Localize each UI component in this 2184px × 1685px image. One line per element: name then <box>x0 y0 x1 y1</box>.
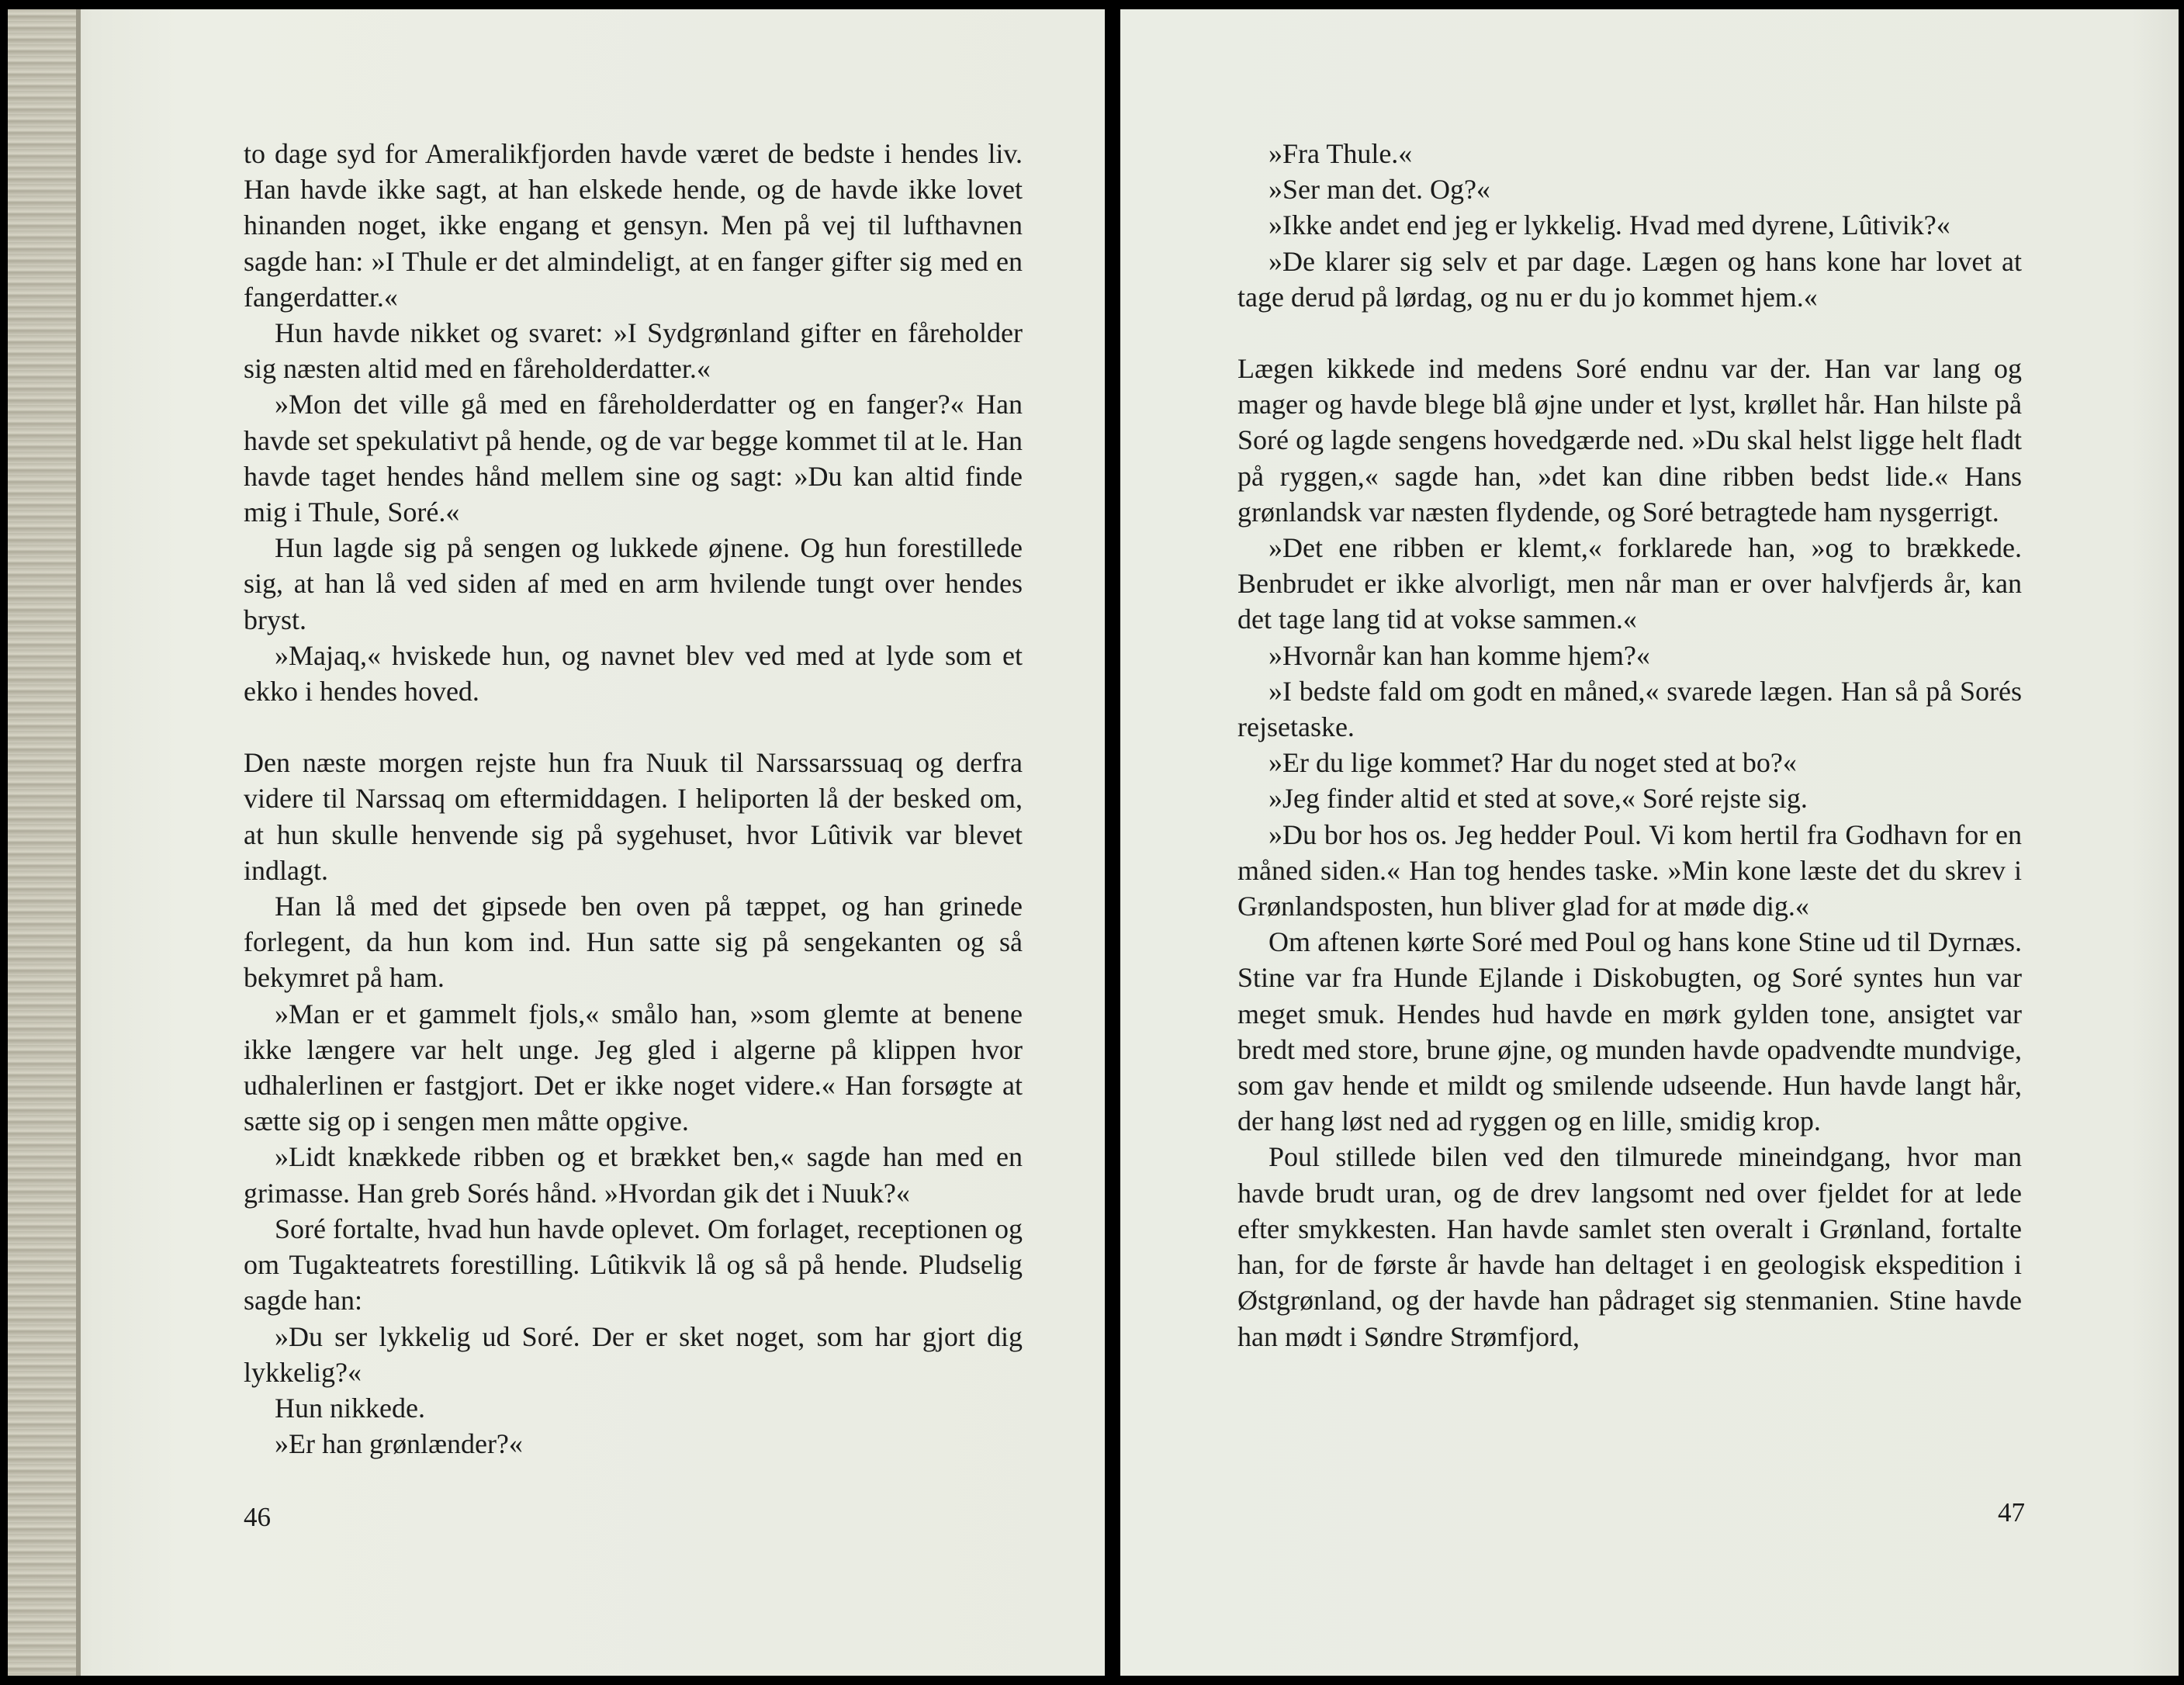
paragraph: »Er du lige kommet? Har du noget sted at bo?« <box>1269 747 1797 779</box>
paragraph: Lægen kikkede ind medens Soré endnu var der. Han var lang og mager og havde blege blå øjne under et lyst, krøllet hår. Han hilste på Soré og lagde sengens hovedgærde ned. »Du skal helst ligge helt fladt på ryggen,« sagde han, »det kan dine ribben bedst lide.« Hans grønlandsk var næsten flydende, og Soré betragtede ham nysgerrigt. <box>1237 353 2022 528</box>
right-page <box>1120 9 2179 1676</box>
paragraph: Den næste morgen rejste hun fra Nuuk til Narssarssuaq og derfra videre til Narssaq om eftermiddagen. I heliporten lå der besked om, at hun skulle henvende sig på sygehuset, hvor Lûtivik var blevet indlagt. <box>244 747 1023 886</box>
paragraph: »Ser man det. Og?« <box>1269 174 1490 206</box>
paragraph: Poul stillede bilen ved den tilmurede mineindgang, hvor man havde brudt uran, og de drev langsomt ned over fjeldet for at lede efter smykkesten. Han havde samlet sten overalt i Grønland, fortalte han, for de første år havde han deltaget i en geologisk ekspedition i Østgrønland, og der havde han pådraget sig stenmanien. Stine havde han mødt i Søndre Strømfjord, <box>1237 1141 2022 1352</box>
paragraph: Han lå med det gipsede ben oven på tæppet, og han grinede forlegent, da hun kom ind. Hun satte sig på sengekanten og så bekymret på ham. <box>244 891 1023 994</box>
paragraph: »Mon det ville gå med en fåreholderdatter og en fanger?« Han havde set spekulativt på hende, og de var begge kommet til at le. Han havde taget hendes hånd mellem sine og sagt: »Du kan altid finde mig i Thule, Soré.« <box>244 389 1023 528</box>
paragraph: Om aftenen kørte Soré med Poul og hans kone Stine ud til Dyrnæs. Stine var fra Hunde Ejlande i Diskobugten, og Soré syntes hun var meget smuk. Hendes hud havde en mørk gylden tone, ansigtet var bredt med store, brune øjne, og munden havde opadvendte mundvige, som gav hende et mildt og smilende udseende. Hun havde langt hår, der hang løst ned ad ryggen og en lille, smidig krop. <box>1237 926 2022 1137</box>
paragraph: »Hvornår kan han komme hjem?« <box>1269 639 1650 671</box>
left-page <box>8 9 1105 1676</box>
page-number: 47 <box>1998 1497 2025 1528</box>
paragraph: »Jeg finder altid et sted at sove,« Soré rejste sig. <box>1269 783 1808 815</box>
paragraph: »Majaq,« hviskede hun, og navnet blev ved med at lyde som et ekko i hendes hoved. <box>244 639 1023 708</box>
paragraph: »Det ene ribben er klemt,« forklarede han, »og to brækkede. Benbrudet er ikke alvorligt, men når man er over halvfjerds år, kan det tage lang tid at vokse sammen.« <box>1237 532 2022 635</box>
paragraph: »Ikke andet end jeg er lykkelig. Hvad med dyrene, Lûtivik?« <box>1269 209 1950 241</box>
paragraph: »Lidt knækkede ribben og et brækket ben,« sagde han med en grimasse. Han greb Sorés hånd. »Hvordan gik det i Nuuk?« <box>244 1141 1023 1209</box>
paragraph: Hun havde nikket og svaret: »I Sydgrønland gifter en fåreholder sig næsten altid med en fåreholderdatter.« <box>244 317 1023 385</box>
paragraph: »Man er et gammelt fjols,« smålo han, »som glemte at benene ikke længere var helt unge. Jeg gled i algerne på klippen hvor udhalerlinen er fastgjort. Det er ikke noget videre.« Han forsøgte at sætte sig op i sengen men måtte opgive. <box>244 998 1023 1137</box>
paragraph: »Er han grønlænder?« <box>275 1428 523 1460</box>
paragraph: Hun nikkede. <box>275 1392 425 1424</box>
paragraph: »I bedste fald om godt en måned,« svarede lægen. Han så på Sorés rejsetaske. <box>1237 675 2022 743</box>
book-spine-edge <box>8 9 78 1676</box>
paragraph: Hun lagde sig på sengen og lukkede øjnene. Og hun forestillede sig, at han lå ved siden af med en arm hvilende tungt over hendes bryst. <box>244 532 1023 635</box>
right-page-text <box>1237 136 2022 1355</box>
paragraph: »Du ser lykkelig ud Soré. Der er sket noget, som har gjort dig lykkelig?« <box>244 1320 1023 1388</box>
paragraph: »Du bor hos os. Jeg hedder Poul. Vi kom hertil fra Godhavn for en måned siden.« Han tog hendes taske. »Min kone læste det du skrev i Grønlandsposten, hun bliver glad for at møde dig.« <box>1237 818 2022 922</box>
paragraph: »Fra Thule.« <box>1269 138 1413 169</box>
paragraph: »De klarer sig selv et par dage. Lægen og hans kone har lovet at tage derud på lørdag, og nu er du jo kommet hjem.« <box>1237 245 2022 313</box>
paragraph: Soré fortalte, hvad hun havde oplevet. Om forlaget, receptionen og om Tugakteatrets forestilling. Lûtikvik lå og så på hende. Pludselig sagde han: <box>244 1213 1023 1317</box>
page-number: 46 <box>244 1502 271 1532</box>
left-page-text <box>244 136 1023 1462</box>
paragraph: to dage syd for Ameralikfjorden havde været de bedste i hendes liv. Han havde ikke sagt, at han elskede hende, og de havde ikke lovet hinanden noget, ikke engang et gensyn. Men på vej til lufthavnen sagde han: »I Thule er det almindeligt, at en fanger gifter sig med en fangerdatter.« <box>244 138 1023 313</box>
